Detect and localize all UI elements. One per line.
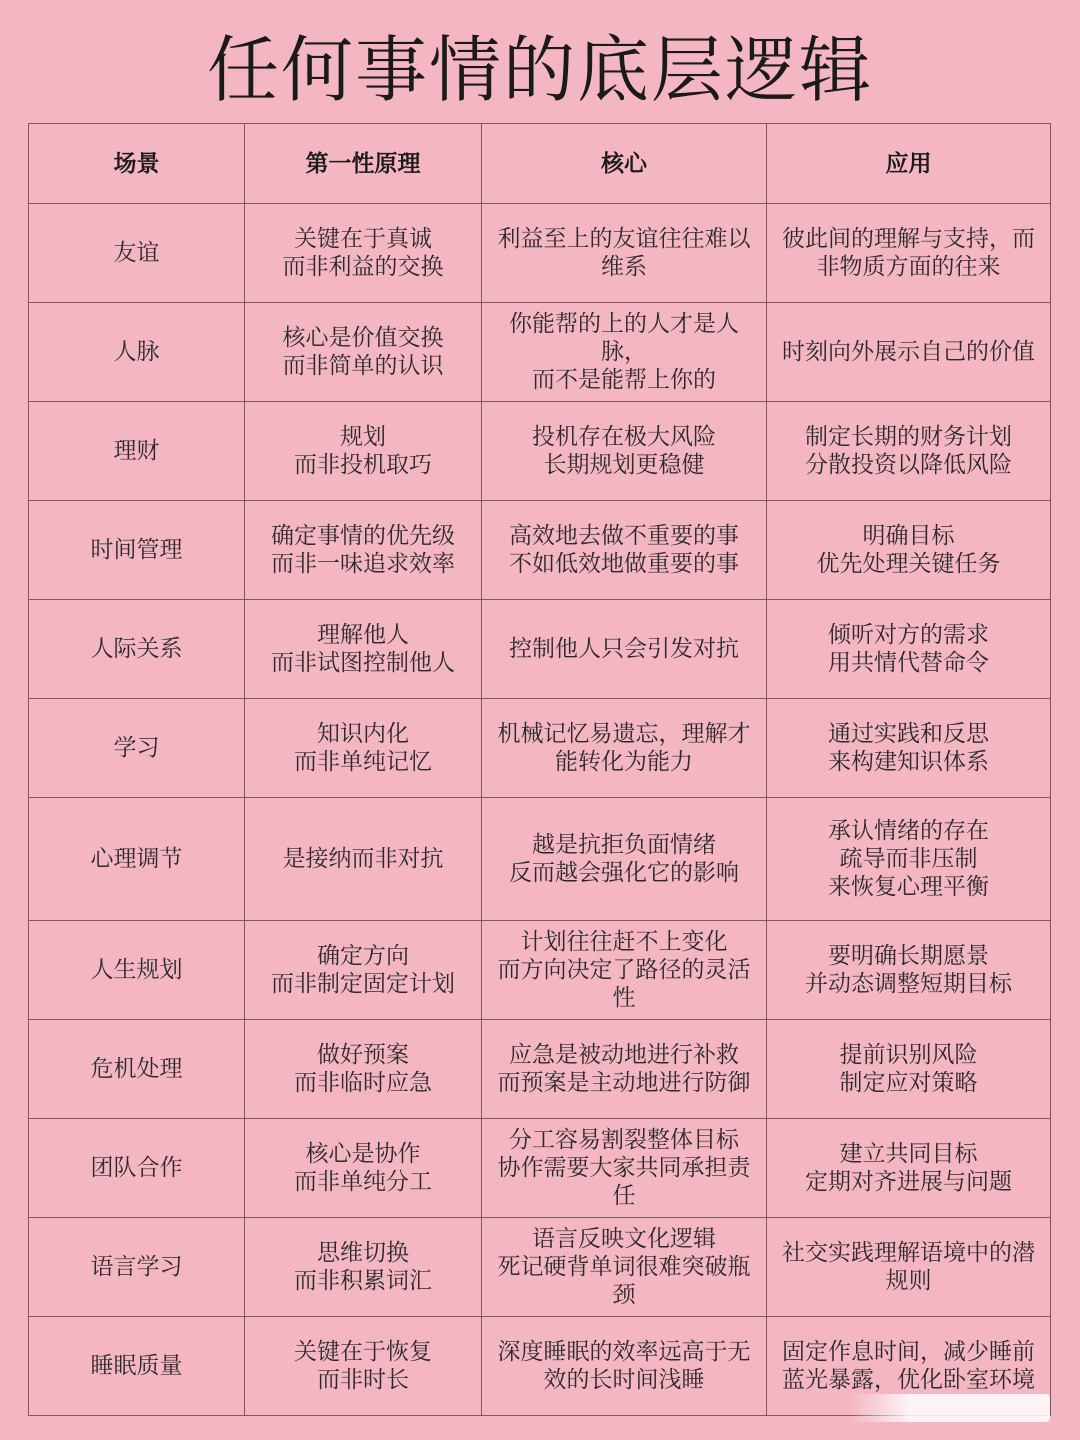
cell-first-principle: 做好预案 而非临时应急 — [245, 1020, 482, 1119]
table-row — [29, 1119, 1051, 1218]
cell-core: 投机存在极大风险 长期规划更稳健 — [482, 402, 767, 501]
cell-scene: 人生规划 — [29, 921, 245, 1020]
cell-first-principle: 规划 而非投机取巧 — [245, 402, 482, 501]
watermark — [850, 1394, 1050, 1422]
page-title: 任何事情的底层逻辑 — [206, 28, 873, 112]
cell-application: 建立共同目标 定期对齐进展与问题 — [767, 1119, 1051, 1218]
table-row — [29, 402, 1051, 501]
cell-first-principle: 确定事情的优先级 而非一味追求效率 — [245, 501, 482, 600]
cell-core: 你能帮的上的人才是人脉， 而不是能帮上你的 — [482, 303, 767, 402]
cell-scene: 时间管理 — [29, 501, 245, 600]
table-row — [29, 1020, 1051, 1119]
cell-scene: 心理调节 — [29, 798, 245, 921]
cell-core: 机械记忆易遗忘，理解才 能转化为能力 — [482, 699, 767, 798]
cell-core: 分工容易割裂整体目标 协作需要大家共同承担责 任 — [482, 1119, 767, 1218]
cell-application: 承认情绪的存在 疏导而非压制 来恢复心理平衡 — [767, 798, 1051, 921]
table-row — [29, 798, 1051, 921]
cell-application: 彼此间的理解与支持，而 非物质方面的往来 — [767, 204, 1051, 303]
cell-core: 越是抗拒负面情绪 反而越会强化它的影响 — [482, 798, 767, 921]
cell-first-principle: 思维切换 而非积累词汇 — [245, 1218, 482, 1317]
cell-first-principle: 核心是价值交换 而非简单的认识 — [245, 303, 482, 402]
table-header-row — [29, 124, 1051, 204]
table-row — [29, 1218, 1051, 1317]
cell-core: 控制他人只会引发对抗 — [482, 600, 767, 699]
header-core: 核心 — [482, 124, 767, 204]
cell-first-principle: 是接纳而非对抗 — [245, 798, 482, 921]
cell-core: 应急是被动地进行补救 而预案是主动地进行防御 — [482, 1020, 767, 1119]
cell-core: 语言反映文化逻辑 死记硬背单词很难突破瓶 颈 — [482, 1218, 767, 1317]
cell-scene: 危机处理 — [29, 1020, 245, 1119]
table-row — [29, 501, 1051, 600]
cell-core: 深度睡眠的效率远高于无 效的长时间浅睡 — [482, 1317, 767, 1416]
cell-application: 提前识别风险 制定应对策略 — [767, 1020, 1051, 1119]
table-row — [29, 600, 1051, 699]
cell-application: 时刻向外展示自己的价值 — [767, 303, 1051, 402]
cell-application: 通过实践和反思 来构建知识体系 — [767, 699, 1051, 798]
cell-core: 计划往往赶不上变化 而方向决定了路径的灵活 性 — [482, 921, 767, 1020]
table-row — [29, 303, 1051, 402]
table-row — [29, 204, 1051, 303]
cell-first-principle: 关键在于真诚 而非利益的交换 — [245, 204, 482, 303]
header-scene: 场景 — [29, 124, 245, 204]
cell-core: 高效地去做不重要的事 不如低效地做重要的事 — [482, 501, 767, 600]
cell-scene: 语言学习 — [29, 1218, 245, 1317]
cell-application: 制定长期的财务计划 分散投资以降低风险 — [767, 402, 1051, 501]
cell-first-principle: 关键在于恢复 而非时长 — [245, 1317, 482, 1416]
cell-core: 利益至上的友谊往往难以 维系 — [482, 204, 767, 303]
table-row — [29, 699, 1051, 798]
cell-first-principle: 确定方向 而非制定固定计划 — [245, 921, 482, 1020]
cell-application: 社交实践理解语境中的潜 规则 — [767, 1218, 1051, 1317]
cell-first-principle: 核心是协作 而非单纯分工 — [245, 1119, 482, 1218]
cell-scene: 团队合作 — [29, 1119, 245, 1218]
logic-table — [28, 123, 1051, 1416]
cell-scene: 理财 — [29, 402, 245, 501]
cell-application: 倾听对方的需求 用共情代替命令 — [767, 600, 1051, 699]
cell-first-principle: 知识内化 而非单纯记忆 — [245, 699, 482, 798]
cell-scene: 睡眠质量 — [29, 1317, 245, 1416]
cell-application: 固定作息时间，减少睡前 蓝光暴露，优化卧室环境 — [767, 1317, 1051, 1416]
cell-first-principle: 理解他人 而非试图控制他人 — [245, 600, 482, 699]
cell-scene: 人际关系 — [29, 600, 245, 699]
cell-scene: 友谊 — [29, 204, 245, 303]
header-application: 应用 — [767, 124, 1051, 204]
cell-application: 要明确长期愿景 并动态调整短期目标 — [767, 921, 1051, 1020]
cell-application: 明确目标 优先处理关键任务 — [767, 501, 1051, 600]
table-row — [29, 921, 1051, 1020]
header-first-principle: 第一性原理 — [245, 124, 482, 204]
cell-scene: 人脉 — [29, 303, 245, 402]
cell-scene: 学习 — [29, 699, 245, 798]
